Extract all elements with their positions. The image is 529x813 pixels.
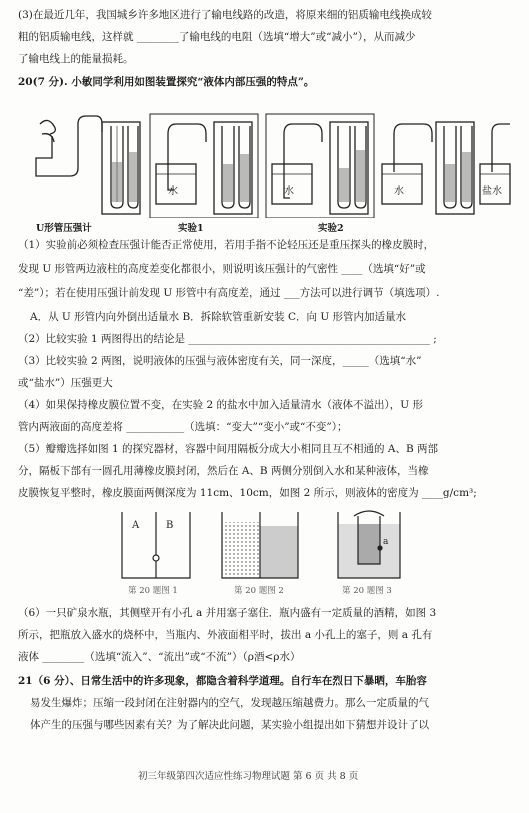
- text-line: 易发生爆炸；压缩一段封闭在注射器内的空气，发现越压缩越费力。那么一定质量的气: [30, 697, 429, 709]
- text-line: 体产生的压强与哪些因素有关？为了解决此问题，某实验小组提出如下猜想并设计了以: [30, 719, 429, 731]
- figure-caption: 实验2: [318, 223, 344, 234]
- text-line: （5）瓣瓣选择如图 1 的探究器材，容器中间用隔板分成大小相同且互不相通的 A、B 两部: [18, 443, 439, 455]
- fig1-label-b: B: [166, 520, 174, 531]
- text-line: 分，隔板下部有一圆孔用薄橡皮膜封闭，然后在 A、B 两侧分别倒入水和某种液体，当橡: [18, 465, 429, 477]
- options-line: A．从 U 形管内向外倒出适量水 B．拆除软管重新安装 C．向 U 形管内加适量水: [30, 311, 407, 323]
- figure-caption: 第 20 题图 3: [342, 586, 392, 596]
- text-line: 或“盐水”）压强更大: [18, 377, 113, 389]
- question-21-heading: 21（6 分）、日常生活中的许多现象，都隐含着科学道理。自行车在烈日下暴晒，车胎容: [18, 675, 427, 687]
- text-line: “差”）；若在使用压强计前发现 U 形管中有高度差，通过 ___方法可以进行调节（填选项）.: [18, 287, 440, 299]
- figure-caption: 第 20 题图 1: [128, 586, 178, 596]
- text-line: （3）比较实验 2 两图，说明液体的压强与液体密度有关，同一深度，_____（选填“水”: [18, 355, 422, 367]
- page-footer: 初三年级第四次适应性练习物理试题 第 6 页 共 8 页: [138, 771, 359, 782]
- figure-2: [216, 508, 306, 582]
- text-line: 粗的铝质输电线，这样就 ________了输电线的电阻（选填“增大”或“减小”），从而减少: [18, 31, 416, 43]
- figure-caption: U形管压强计: [36, 223, 92, 234]
- figure-3: [330, 508, 410, 582]
- text-line: 所示，把瓶放入盛水的烧杯中，当瓶内、外液面相平时，拔出 a 小孔上的塞子，则 a 孔有: [18, 629, 433, 641]
- figure-1: [116, 508, 196, 582]
- beaker-label: 水: [168, 186, 178, 197]
- manometer-diagram: [22, 112, 512, 218]
- text-line: (3)在最近几年，我国城乡许多地区进行了输电线路的改造，将原来细的铝质输电线换成较: [18, 9, 432, 21]
- fig1-label-a: A: [132, 520, 140, 531]
- text-line: （6）一只矿泉水瓶，其侧壁开有小孔 a 并用塞子塞住．瓶内盛有一定质量的酒精，如图 3: [18, 607, 437, 619]
- text-line: 了输电线上的能量损耗。: [18, 53, 134, 65]
- figure-caption: 第 20 题图 2: [234, 586, 284, 596]
- text-line: 皮膜恢复平整时，橡皮膜面两侧深度为 11cm、10cm，如图 2 所示，则液体的密度为 ____g/cm³;: [18, 487, 477, 499]
- text-line: （1）实验前必须检查压强计能否正常使用，若用手指不论轻压还是重压探头的橡皮膜时，: [18, 239, 435, 251]
- text-line: 管内两液面的高度差将 ___________（选填：“变大”“变小”或“不变”）；: [18, 421, 348, 433]
- figure-caption: 实验1: [178, 223, 204, 234]
- text-line: 液体 ________（选填“流入”、“流出”或“不流”）（ρ酒<ρ水）: [18, 651, 301, 663]
- text-line: （4）如果保持橡皮膜位置不变，在实验 2 的盐水中加入适量清水（液体不溢出），U 形: [18, 399, 423, 411]
- question-20-heading: 20(7 分). 小敏同学利用如图装置探究“液体内部压强的特点”。: [18, 76, 315, 88]
- beaker-label: 水: [394, 186, 404, 197]
- text-line: 发现 U 形管两边液柱的高度差变化都很小，则说明该压强计的气密性 ____（选填“好”或: [18, 263, 426, 275]
- fig3-label-a: a: [383, 537, 389, 547]
- beaker-label: 盐水: [482, 186, 502, 197]
- experiment-figures: [22, 112, 512, 218]
- text-line: （2）比较实验 1 两图得出的结论是 ______________________________________________ ;: [18, 333, 437, 345]
- beaker-label: 水: [284, 186, 294, 197]
